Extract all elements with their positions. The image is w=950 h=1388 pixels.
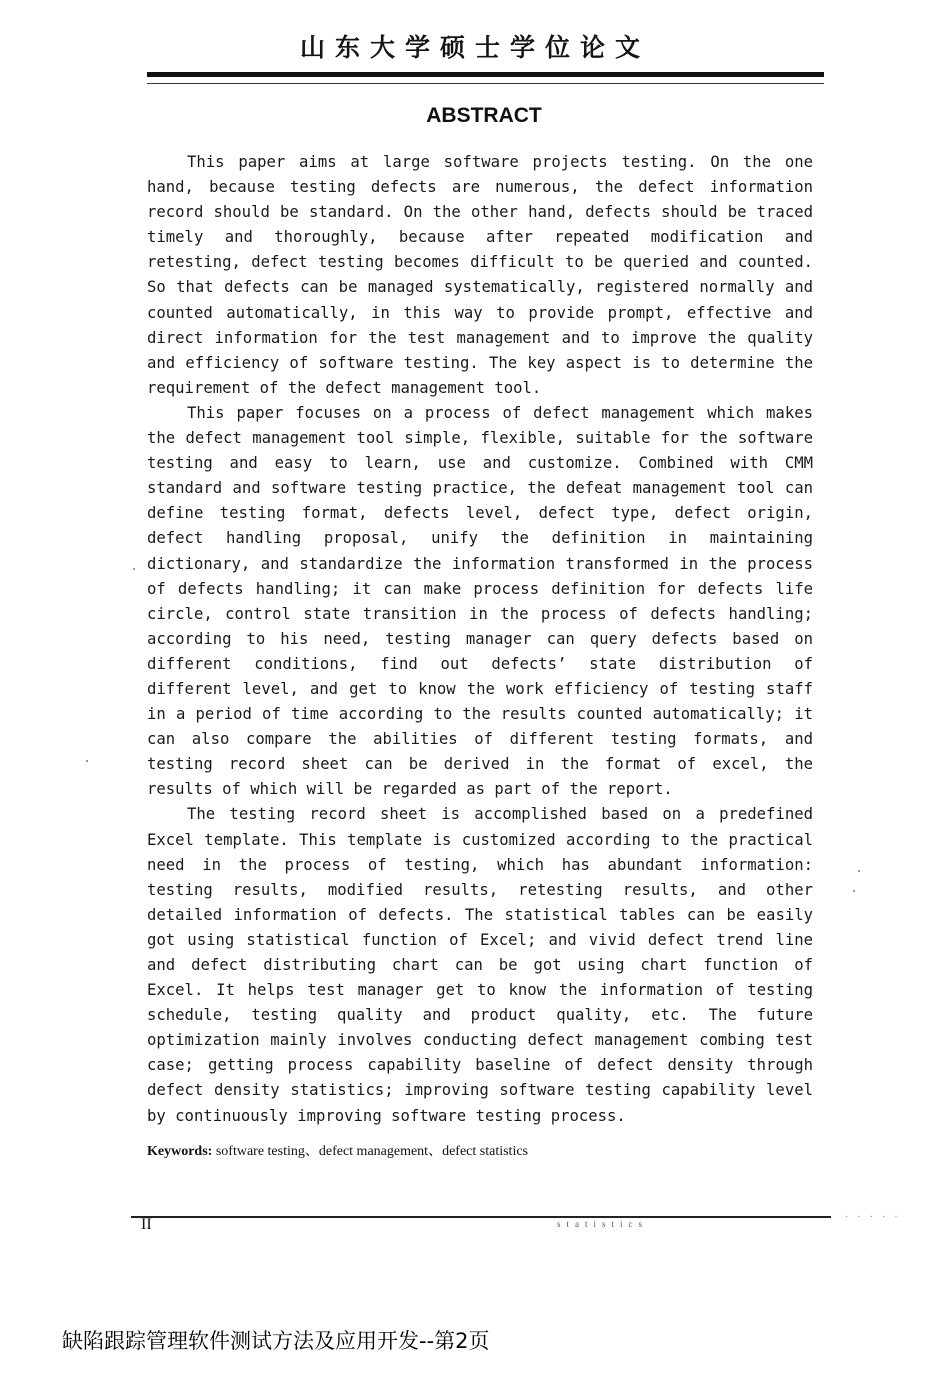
abstract-paragraph-2: This paper focuses on a process of defect management which makes the defect management tool simple, flexible, suitable for the software testing and easy to learn, use and customize. Combined with CMM standard and software testing practice, the defeat management tool can define testing format, defects level, defect type, defect origin, defect handling proposal, unify the definition in maintaining dictionary, and standardize the information transformed in the process of defects handling; it can make process definition for defects life circle, control state transition in the process of defects handling; according to his need, testing manager can query defects based on different conditions, find out defects’ state distribution of different level, and get to know the work efficiency of testing staff in a period of time according to the results counted automatically; it can also compare the abilities of different testing formats, and testing record sheet can be derived in the format of excel, the results of which will be regarded as part of the report. — [147, 403, 813, 799]
scan-speck — [86, 760, 88, 762]
footer-trailing-dots: · · · · · — [845, 1212, 901, 1223]
abstract-body — [147, 150, 813, 1129]
scan-speck — [133, 568, 135, 570]
keywords-label: Keywords: — [147, 1144, 213, 1159]
keywords-line — [147, 1140, 813, 1160]
scan-speck — [858, 870, 860, 872]
scan-speck — [853, 890, 855, 892]
keywords-text: software testing、defect management、defect statistics — [212, 1144, 528, 1159]
footer-faint-text: statistics — [557, 1219, 648, 1229]
abstract-heading: ABSTRACT — [426, 104, 542, 127]
header-rule-thick — [147, 72, 824, 77]
header-rule-thin — [147, 83, 824, 84]
page-number: II — [141, 1216, 152, 1233]
abstract-paragraph-1: This paper aims at large software projects testing. On the one hand, because testing defects are numerous, the defect information record should be standard. On the other hand, defects should be traced timely and thoroughly, because after repeated modification and retesting, defect testing becomes difficult to be queried and counted. So that defects can be managed systematically, registered normally and counted automatically, in this way to provide prompt, effective and direct information for the test management and to improve the quality and efficiency of software testing. The key aspect is to determine the requirement of the defect management tool. — [147, 153, 813, 397]
document-caption: 缺陷跟踪管理软件测试方法及应用开发--第2页 — [62, 1329, 490, 1353]
footer-rule — [131, 1216, 831, 1218]
abstract-paragraph-3: The testing record sheet is accomplished based on a predefined Excel template. This template is customized according to the practical need in the process of testing, which has abundant information: testing results, modified results, retesting results, and other detailed information of defects. The statistical tables can be easily got using statistical function of Excel; and vivid defect trend line and defect distributing chart can be got using chart function of Excel. It helps test manager get to know the information of testing schedule, testing quality and product quality, etc. The future optimization mainly involves conducting defect management combing test case; getting process capability baseline of defect density through defect density statistics; improving software testing capability level by continuously improving software testing process. — [147, 805, 813, 1125]
thesis-header-title: 山东大学硕士学位论文 — [299, 33, 650, 62]
